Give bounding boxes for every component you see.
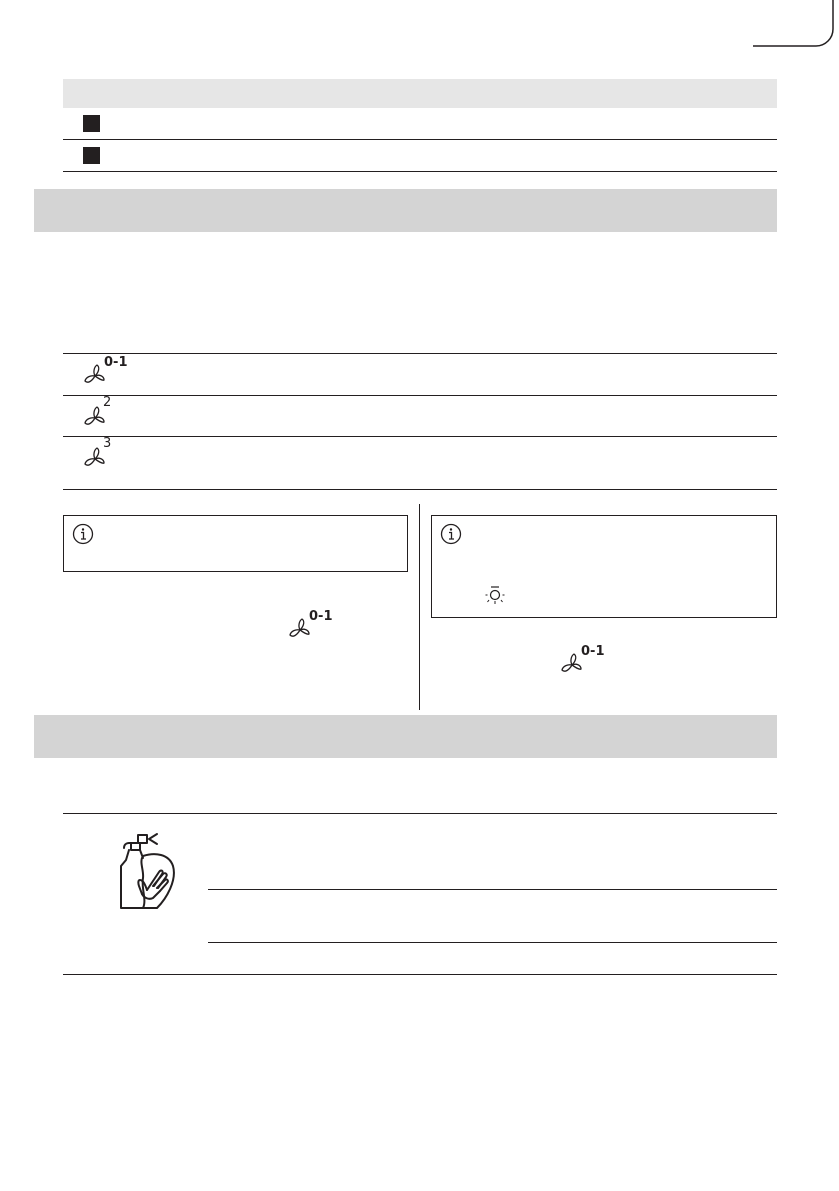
- spec-table-header: [63, 79, 777, 108]
- fan-speed-row: [63, 396, 777, 437]
- fan-speed-row: [63, 437, 777, 490]
- lamp-icon: [484, 585, 506, 607]
- section-heading-band: [34, 715, 777, 758]
- fan-speed-level: 2: [103, 395, 112, 410]
- fan-speed-table: [63, 353, 777, 490]
- fan-icon: [288, 609, 333, 641]
- fan-icon: [83, 355, 128, 387]
- info-note-left: [63, 515, 408, 572]
- table-rule: [208, 889, 777, 890]
- filled-square-icon: [83, 147, 100, 164]
- fan-icon: [83, 395, 112, 429]
- spray-and-cloth-icon: [107, 828, 182, 912]
- info-note-right: [431, 515, 777, 618]
- table-rule: [208, 942, 777, 943]
- page-corner-rule: [753, 0, 839, 54]
- spec-table-row: [63, 140, 777, 172]
- filled-square-icon: [83, 115, 100, 132]
- fan-speed-row: [63, 354, 777, 396]
- info-icon: [72, 523, 94, 545]
- fan-icon: [83, 436, 112, 470]
- fan-speed-level: 0-1: [581, 644, 605, 659]
- fan-speed-level: 0-1: [309, 609, 333, 624]
- fan-icon: [560, 644, 605, 676]
- section-heading-band: [34, 189, 777, 232]
- column-divider: [419, 504, 420, 710]
- spec-table: [63, 79, 777, 172]
- fan-speed-level: 3: [103, 436, 112, 451]
- fan-speed-level: 0-1: [104, 355, 128, 370]
- spec-table-row: [63, 108, 777, 140]
- cleaning-table: [63, 813, 777, 975]
- info-icon: [440, 523, 462, 545]
